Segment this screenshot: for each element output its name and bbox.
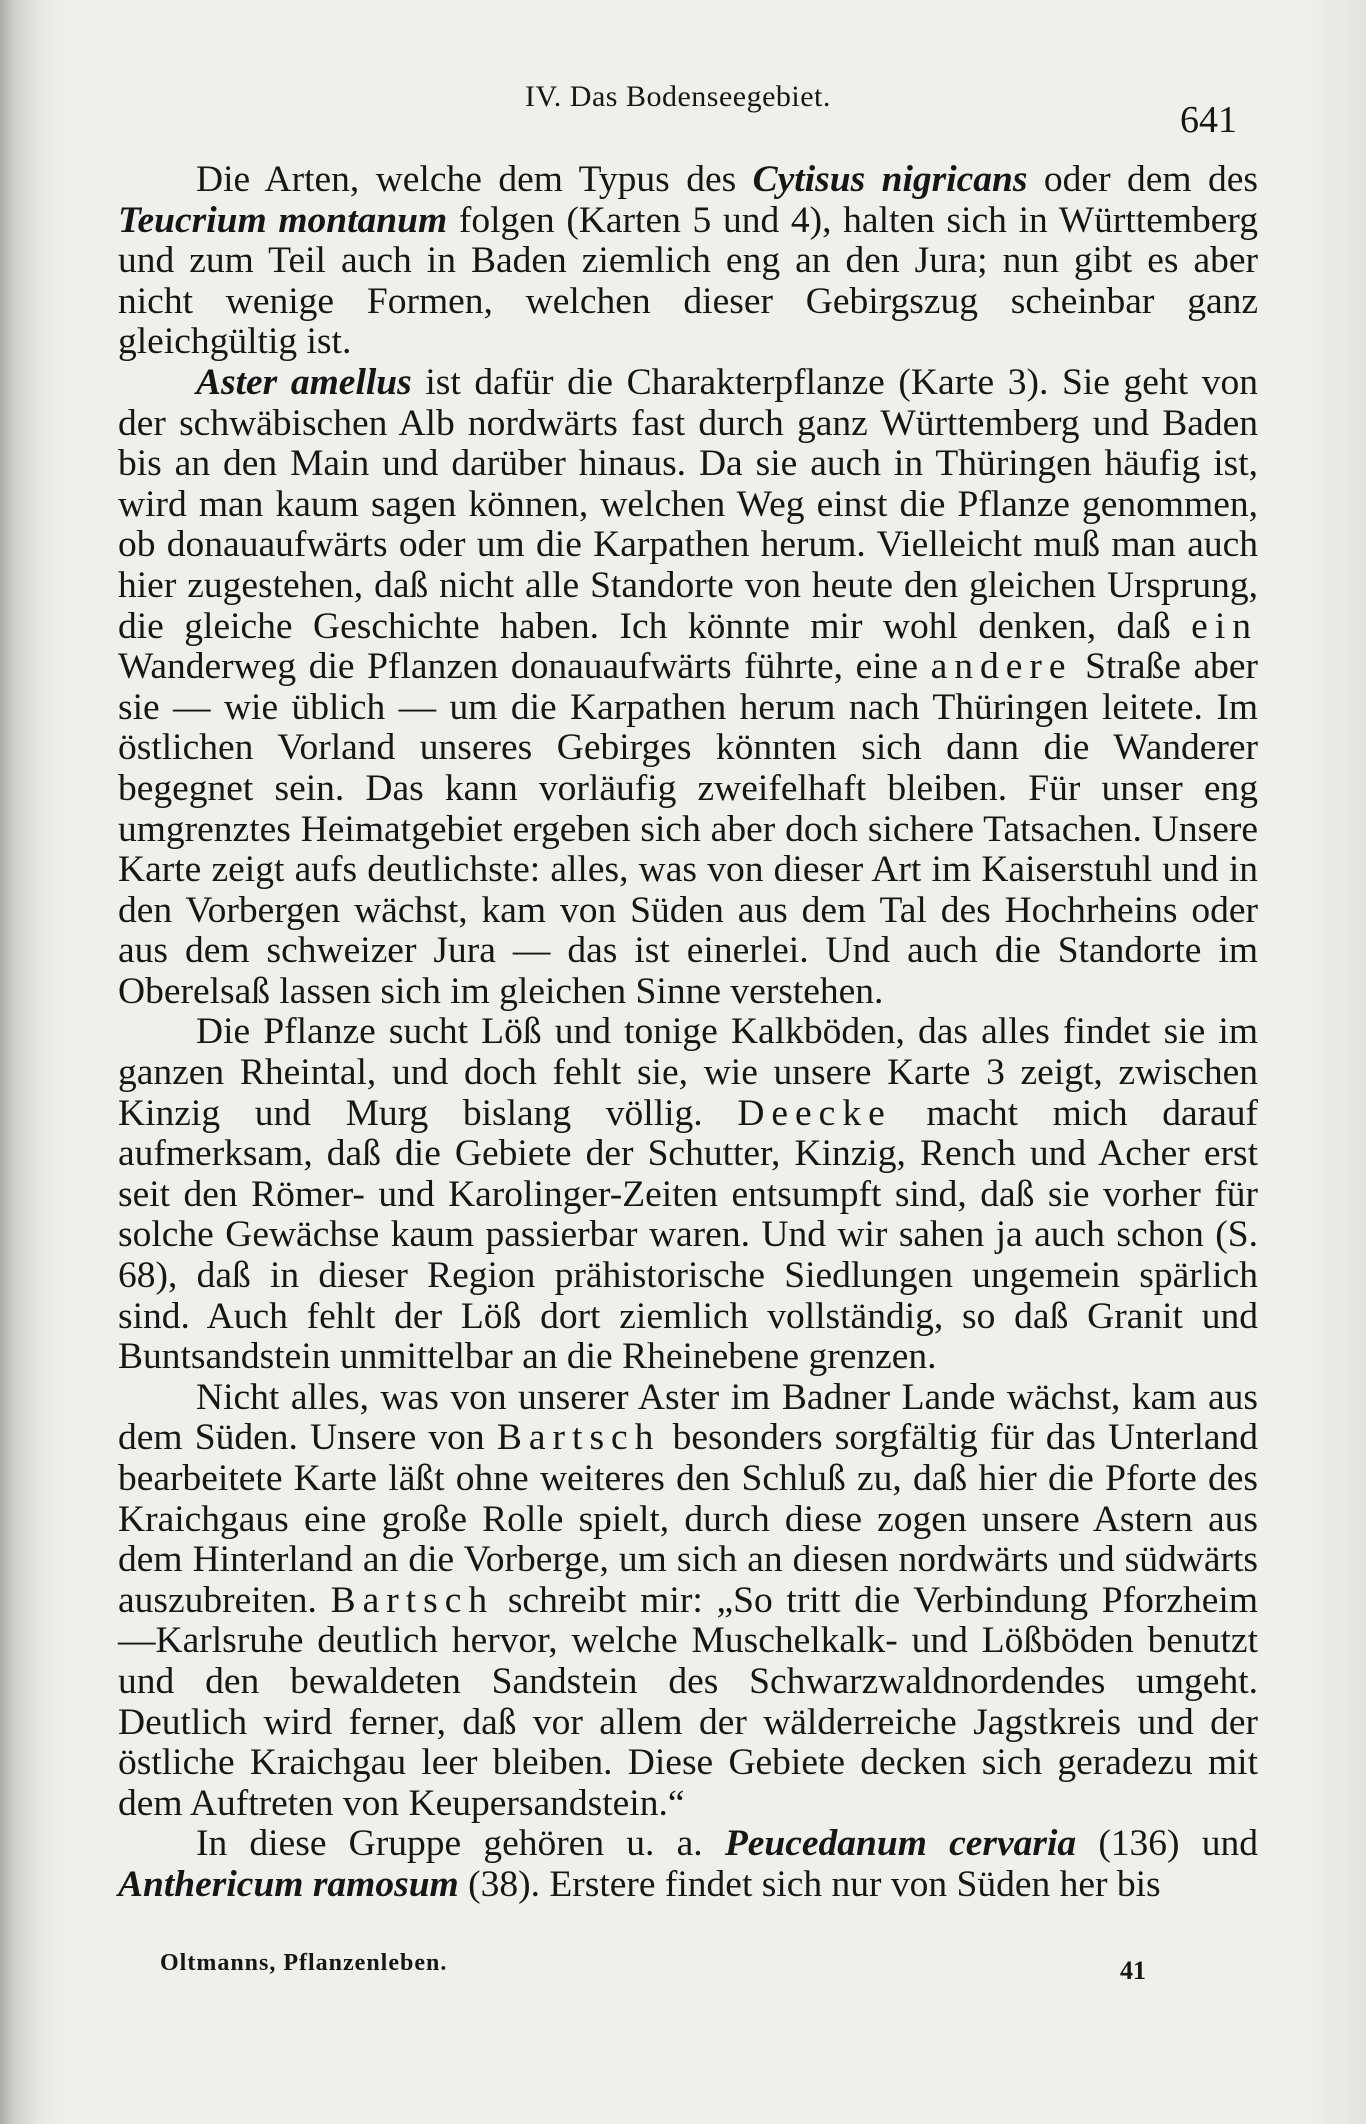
species-name: Aster amellus bbox=[196, 361, 412, 403]
species-name: Peucedanum cervaria bbox=[724, 1823, 1077, 1865]
body-text bbox=[118, 160, 1258, 1906]
signature-line: Oltmanns, Pflanzenleben. bbox=[160, 1950, 448, 1976]
species-name: Cytisus nigricans bbox=[752, 159, 1028, 200]
paragraph-1 bbox=[118, 160, 1258, 363]
species-name: Teucrium montanum bbox=[118, 199, 448, 241]
paragraph-3 bbox=[118, 1012, 1258, 1377]
text-run: Die Arten, welche dem Typus des bbox=[196, 159, 753, 200]
paragraph-5 bbox=[118, 1824, 1258, 1905]
text-run: ist dafür die Charakterpflanze (Karte 3). Sie geht von der schwäbischen Alb nordwärts fast durch ganz Württemberg und Baden bis an den Main und darüber hinaus. Da sie auch in Thüringen häufig ist, wird man kaum sagen können, welchen Weg einst die Pflanze genommen, ob donauaufwärts oder um die Karpathen herum. Vielleicht muß man auch hier zugestehen, daß nicht alle Standorte von heute den gleichen Ursprung, die gleiche Geschichte haben. Ich könnte mir wohl denken, daß bbox=[118, 361, 1258, 647]
author-name: Deecke bbox=[737, 1092, 892, 1134]
text-run: Straße aber sie — wie üblich — um die Karpathen herum nach Thüringen leitete. Im östlichen Vorland unseres Gebirges könnten sich dann die Wanderer begegnet sein. Das kann vorläufig zweifelhaft bleiben. Für unser eng umgrenztes Heimatgebiet ergeben sich aber doch sichere Tatsachen. Unsere Karte zeigt aufs deutlichste: alles, was von dieser Art im Kaiserstuhl und in den Vorbergen wächst, kam von Süden aus dem Tal des Hochrheins oder aus dem schweizer Jura — das ist einerlei. Und auch die Standorte im Oberelsaß lassen sich im gleichen Sinne verstehen. bbox=[118, 646, 1259, 1012]
text-run: In diese Gruppe gehören u. a. bbox=[196, 1823, 725, 1865]
text-run: (38). Erstere findet sich nur von Süden her bis bbox=[458, 1863, 1161, 1905]
text-run: schreibt mir: „So tritt die Verbindung Pforzheim—Karlsruhe deutlich hervor, welche Muschelkalk- und Lößböden benutzt und den bewaldeten Sandstein des Schwarzwaldnordendes umgeht. Deutlich wird ferner, daß vor allem der wälderreiche Jagstkreis und der östliche Kraichgau leer bleiben. Diese Gebiete decken sich geradezu mit dem Auftreten von Keupersandstein.“ bbox=[118, 1579, 1258, 1824]
spaced-emphasis: andere bbox=[930, 646, 1073, 688]
running-head: IV. Das Bodenseegebiet. bbox=[525, 80, 831, 113]
page-number: 641 bbox=[1180, 99, 1237, 141]
author-name: Bartsch bbox=[330, 1579, 495, 1621]
text-run: Die Pflanze sucht Löß und tonige Kalkböden, das alles findet sie im ganzen Rheintal, und doch fehlt sie, wie unsere Karte 3 zeigt, zwischen Kinzig und Murg bislang völlig. bbox=[118, 1011, 1258, 1134]
spaced-emphasis: ein bbox=[1191, 605, 1258, 647]
paragraph-2 bbox=[118, 363, 1258, 1013]
signature-number: 41 bbox=[1120, 1956, 1146, 1985]
text-run: macht mich darauf aufmerksam, daß die Gebiete der Schutter, Kinzig, Rench und Acher erst seit den Römer- und Karolinger-Zeiten entsumpft sind, daß sie vorher für solche Gewächse kaum passierbar waren. Und wir sahen ja auch schon (S. 68), daß in dieser Region prähistorische Siedlungen ungemein spärlich sind. Auch fehlt der Löß dort ziemlich vollständig, so daß Granit und Buntsandstein unmittelbar an die Rheinebene grenzen. bbox=[118, 1092, 1258, 1378]
text-run: (136) und bbox=[1076, 1823, 1258, 1865]
text-run: folgen (Karten 5 und 4), halten sich in Württemberg und zum Teil auch in Baden ziemlich eng an den Jura; nun gibt es aber nicht wenige Formen, welchen dieser Gebirgszug scheinbar ganz gleichgültig ist. bbox=[118, 199, 1258, 363]
text-run: Wanderweg die Pflanzen donauaufwärts führte, eine bbox=[118, 646, 931, 688]
text-run: Nicht alles, was von unserer Aster im Badner Lande wächst, kam aus dem Süden. Unsere von bbox=[118, 1376, 1258, 1459]
page-footer bbox=[0, 1950, 1366, 2010]
text-run: oder dem des bbox=[1027, 159, 1258, 200]
page-header bbox=[0, 78, 1366, 141]
paragraph-4 bbox=[118, 1378, 1258, 1825]
species-name: Anthericum ramosum bbox=[118, 1863, 459, 1905]
author-name: Bartsch bbox=[496, 1417, 661, 1459]
text-run: besonders sorgfältig für das Unterland bearbeitete Karte läßt ohne weiteres den Schluß zu, daß hier die Pforte des Kraichgaus eine große Rolle spielt, durch diese zogen unsere Astern aus dem Hinterland an die Vorberge, um sich an diesen nordwärts und südwärts auszubreiten. bbox=[118, 1417, 1259, 1621]
